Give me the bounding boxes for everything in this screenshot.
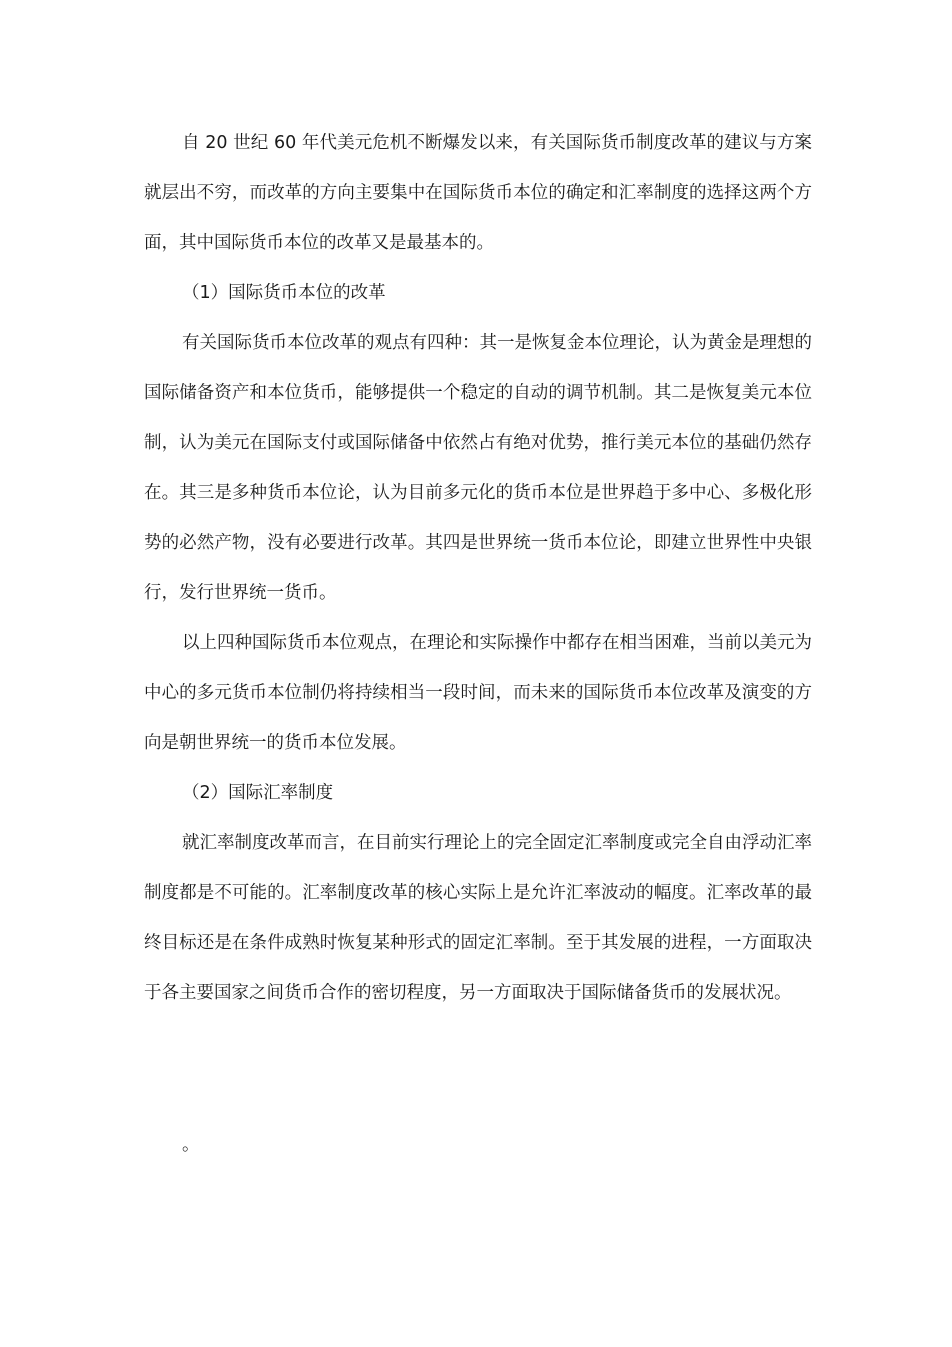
paragraph-intro: 自 20 世纪 60 年代美元危机不断爆发以来，有关国际货币制度改革的建议与方案就层出不穷，而改革的方向主要集中在国际货币本位的确定和汇率制度的选择这两个方面，其中国际货币本位的改革又是最基本的。	[144, 133, 812, 253]
section-heading-exchange-rate: （2）国际汇率制度	[182, 783, 334, 803]
section-heading-currency-standard: （1）国际货币本位的改革	[182, 283, 386, 303]
paragraph-exchange-rate-reform: 就汇率制度改革而言，在目前实行理论上的完全固定汇率制度或完全自由浮动汇率制度都是不可能的。汇率制度改革的核心实际上是允许汇率波动的幅度。汇率改革的最终目标还是在条件成熟时恢复某种形式的固定汇率制。至于其发展的进程，一方面取决于各主要国家之间货币合作的密切程度，另一方面取决于国际储备货币的发展状况。	[144, 833, 812, 1003]
trailing-punctuation: 。	[182, 1135, 200, 1155]
paragraph-currency-standard-conclusion: 以上四种国际货币本位观点，在理论和实际操作中都存在相当困难，当前以美元为中心的多元货币本位制仍将持续相当一段时间，而未来的国际货币本位改革及演变的方向是朝世界统一的货币本位发展。	[144, 633, 812, 753]
paragraph-currency-standard-views: 有关国际货币本位改革的观点有四种：其一是恢复金本位理论，认为黄金是理想的国际储备资产和本位货币，能够提供一个稳定的自动的调节机制。其二是恢复美元本位制，认为美元在国际支付或国际储备中依然占有绝对优势，推行美元本位的基础仍然存在。其三是多种货币本位论，认为目前多元化的货币本位是世界趋于多中心、多极化形势的必然产物，没有必要进行改革。其四是世界统一货币本位论，即建立世界性中央银行，发行世界统一货币。	[144, 333, 812, 603]
document-body	[144, 118, 812, 1018]
